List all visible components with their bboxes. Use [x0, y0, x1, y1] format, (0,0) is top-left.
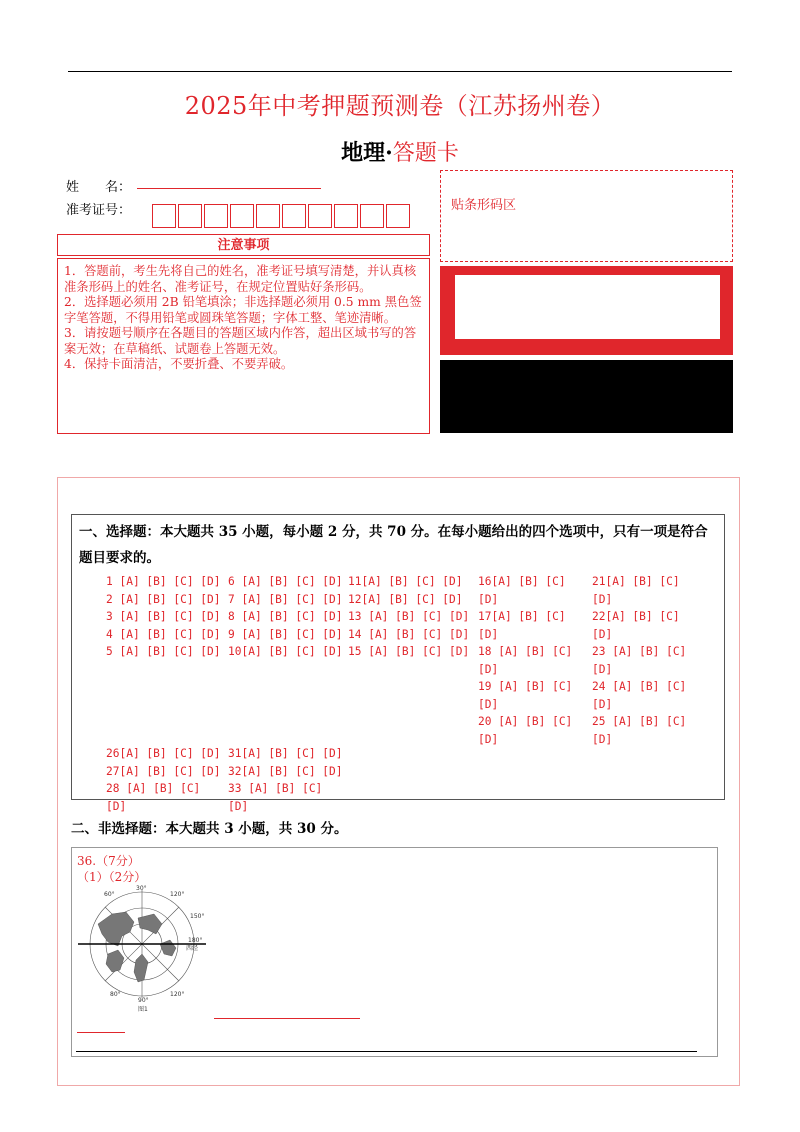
choice-item[interactable]: 7 [A] [B] [C] [D]: [228, 592, 343, 606]
choice-item[interactable]: 17[A] [B] [C] [D]: [478, 610, 566, 641]
choice-item[interactable]: 26[A] [B] [C] [D]: [106, 747, 221, 760]
top-rule: [68, 71, 732, 72]
choice-item[interactable]: 14 [A] [B] [C] [D]: [348, 627, 470, 641]
map-label: 180°: [188, 937, 203, 944]
id-digit-box[interactable]: [308, 204, 332, 228]
polar-map-figure: [78, 884, 206, 1012]
map-label: 120°: [170, 891, 185, 898]
q36-label: 36.（7分）: [77, 854, 140, 868]
section1-title-line2: 题目要求的。: [79, 550, 160, 566]
choice-item[interactable]: 32[A] [B] [C] [D]: [228, 764, 343, 778]
choice-item[interactable]: 10[A] [B] [C] [D]: [228, 645, 343, 658]
choice-item[interactable]: 9 [A] [B] [C] [D]: [228, 627, 343, 641]
section1-title-line1: 一、选择题：本大题共 35 小题，每小题 2 分，共 70 分。在每小题给出的四个选项中，只有一项是符合: [79, 524, 708, 540]
barcode-label: 贴条形码区: [451, 198, 517, 213]
choice-item[interactable]: 4 [A] [B] [C] [D]: [106, 627, 221, 641]
id-digit-box[interactable]: [178, 204, 202, 228]
multiple-choice-section: [71, 514, 725, 813]
choice-item[interactable]: 13 [A] [B] [C] [D]: [348, 610, 470, 623]
notice-item: 1．答题前，考生先将自己的姓名，准考证号填写清楚，并认真核准条形码上的姓名、准考证号，在规定位置贴好条形码。: [64, 264, 417, 294]
choice-item[interactable]: 22[A] [B] [C] [D]: [592, 610, 680, 641]
notice-item: 4．保持卡面清洁，不要折叠、不要弄破。: [64, 357, 294, 371]
map-label: 30°: [136, 885, 147, 892]
section2-title: 二、非选择题：本大题共 3 小题，共 30 分。: [71, 821, 348, 837]
choice-item[interactable]: 3 [A] [B] [C] [D]: [106, 610, 221, 623]
map-label: 120°: [170, 991, 185, 998]
choice-item[interactable]: 33 [A] [B] [C] [D]: [228, 782, 323, 813]
notice-item: 3．请按题号顺序在各题目的答题区域内作答，超出区域书写的答案无效；在草稿纸、试题卷上答题无效。: [64, 326, 417, 356]
notice-item: 2．选择题必须用 2B 铅笔填涂；非选择题必须用 0.5 mm 黑色签字笔答题，不得用铅笔或圆珠笔答题；字体工整、笔迹清晰。: [64, 295, 422, 325]
map-label: 图1: [138, 1006, 148, 1012]
choice-item[interactable]: 5 [A] [B] [C] [D]: [106, 645, 221, 658]
choice-item[interactable]: 18 [A] [B] [C] [D]: [478, 645, 573, 676]
barcode-area: [440, 170, 733, 262]
choice-item[interactable]: 11[A] [B] [C] [D]: [348, 575, 463, 588]
black-positioning-block: [440, 360, 733, 433]
choice-item[interactable]: 6 [A] [B] [C] [D]: [228, 575, 343, 588]
q36-answer-line-2[interactable]: [77, 1032, 125, 1033]
id-label: 准考证号：: [66, 203, 132, 218]
choice-item[interactable]: 19 [A] [B] [C] [D]: [478, 680, 573, 711]
card-label: 答题卡: [392, 141, 459, 166]
q36-part1-label: （1）（2分）: [77, 870, 147, 884]
id-digit-box[interactable]: [334, 204, 358, 228]
choice-item[interactable]: 21[A] [B] [C] [D]: [592, 575, 680, 606]
choice-item[interactable]: 2 [A] [B] [C] [D]: [106, 592, 221, 606]
choice-item[interactable]: 25 [A] [B] [C] [D]: [592, 715, 687, 746]
map-label: 150°: [190, 913, 205, 920]
id-digit-box[interactable]: [256, 204, 280, 228]
id-digit-box[interactable]: [152, 204, 176, 228]
bottom-answer-line[interactable]: [76, 1051, 697, 1052]
choice-item[interactable]: 20 [A] [B] [C] [D]: [478, 715, 573, 746]
id-digit-box[interactable]: [386, 204, 410, 228]
choice-item[interactable]: 8 [A] [B] [C] [D]: [228, 610, 343, 623]
exam-title: 2025年中考押题预测卷（江苏扬州卷）: [184, 92, 616, 120]
notice-body: [57, 258, 430, 434]
map-label: 90°: [138, 997, 149, 1004]
subject-label: 地理·: [341, 140, 393, 166]
choice-item[interactable]: 27[A] [B] [C] [D]: [106, 764, 221, 778]
map-label: 80°: [110, 991, 121, 998]
subject-title: [0, 136, 800, 167]
absent-mark-frame: [440, 266, 733, 355]
id-digit-box[interactable]: [230, 204, 254, 228]
choice-item[interactable]: 12[A] [B] [C] [D]: [348, 592, 463, 606]
id-digit-box[interactable]: [282, 204, 306, 228]
notice-title: 注意事项: [57, 234, 430, 256]
id-digit-box[interactable]: [204, 204, 228, 228]
choice-item[interactable]: 24 [A] [B] [C] [D]: [592, 680, 687, 711]
choice-item[interactable]: 15 [A] [B] [C] [D]: [348, 645, 470, 658]
choice-item[interactable]: 1 [A] [B] [C] [D]: [106, 575, 221, 588]
name-field[interactable]: [137, 188, 321, 189]
map-label: 60°: [104, 891, 115, 898]
id-digit-box[interactable]: [360, 204, 384, 228]
name-label: 姓 名：: [66, 180, 132, 195]
map-label: 西经: [186, 945, 199, 952]
q36-answer-line[interactable]: [214, 1018, 360, 1019]
choice-item[interactable]: 31[A] [B] [C] [D]: [228, 747, 343, 760]
exam-id-boxes[interactable]: [152, 204, 412, 228]
choice-item[interactable]: 28 [A] [B] [C] [D]: [106, 782, 201, 813]
choice-item[interactable]: 23 [A] [B] [C] [D]: [592, 645, 687, 676]
choice-item[interactable]: 16[A] [B] [C] [D]: [478, 575, 566, 606]
